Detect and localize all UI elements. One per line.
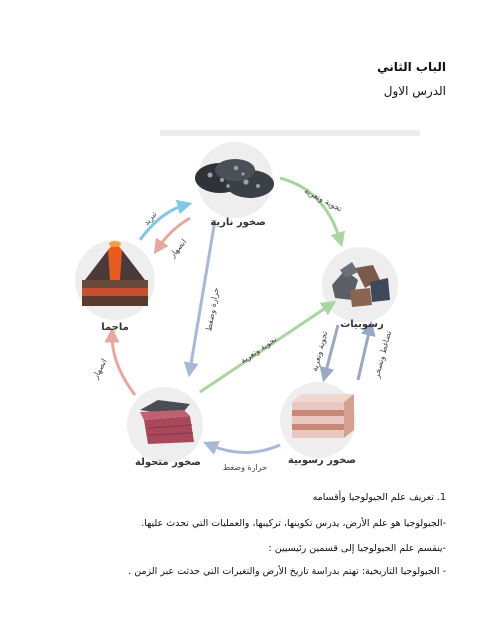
label-sedimentary-to-sediments: تضاغط وتصخر [371, 329, 394, 379]
label-metamorphic: صخور متحولة [135, 457, 201, 468]
label-metamorphic-to-sediments: تجوية وتعرية [238, 334, 279, 366]
sedimentary-rock-icon [292, 394, 354, 438]
label-igneous: صخور نارية [210, 217, 266, 228]
division-paragraph: -ينقسم علم الجيولوجيا إلى قسمين رئيسيين : [268, 543, 446, 554]
label-sediments-to-sedimentary: تجوية وتعرية [309, 330, 330, 373]
label-igneous-to-magma: انصهار [167, 237, 189, 260]
chapter-title: الباب الثاني [377, 60, 446, 74]
label-igneous-to-metamorphic: حرارة وضغط [204, 286, 221, 333]
label-sedimentary-to-metamorphic: حرارة وضغط [222, 463, 268, 472]
label-igneous-to-sediments: تجوية وتعرية [302, 186, 344, 214]
label-magma-to-igneous: تبريد [141, 209, 159, 228]
top-band [160, 130, 420, 136]
metamorphic-rock-icon [140, 400, 194, 444]
label-sediments: رسوبيات [340, 319, 384, 330]
lesson-title: الدرس الاول [383, 84, 446, 98]
label-magma: ماجما [101, 322, 129, 333]
arrow-sedimentary-to-metamorphic [210, 445, 280, 453]
historical-geology-paragraph: - الجيولوجيا التاريخية: تهتم بدراسة تاريخ الأرض والتغيرات التي حدثت عبر الزمن . [128, 566, 446, 577]
arrow-metamorphic-to-magma [112, 335, 135, 395]
label-metamorphic-to-magma: انصهار [90, 357, 109, 381]
rock-cycle-diagram [40, 120, 460, 480]
definition-paragraph: -الجيولوجيا هو علم الأرض، يدرس تكوينها، تركيبها، والعمليات التي تحدث عليها. [141, 518, 446, 529]
label-sedimentary: صخور رسوبية [287, 455, 357, 466]
section-heading: 1. تعريف علم الجيولوجيا وأقسامه [312, 492, 446, 503]
arrow-sedimentary-to-sediments [358, 328, 370, 380]
